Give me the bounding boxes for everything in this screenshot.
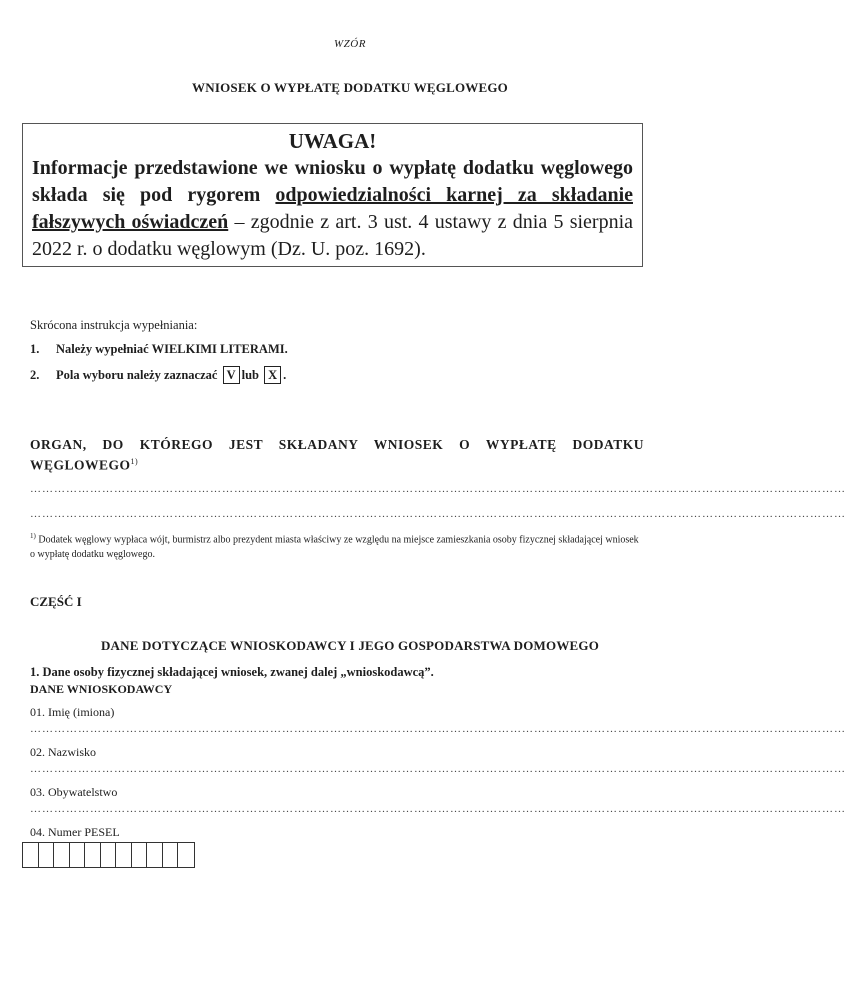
pesel-digit-box[interactable] bbox=[101, 843, 117, 867]
citizenship-input[interactable]: …………………………………………………………………………………………………………………………………………………………………………………… bbox=[30, 803, 846, 815]
pesel-digit-box[interactable] bbox=[85, 843, 101, 867]
organ-line-1[interactable]: …………………………………………………………………………………………………………………………………………………………………………………… bbox=[30, 483, 846, 495]
pesel-input[interactable] bbox=[22, 842, 195, 868]
organ-line-2[interactable]: …………………………………………………………………………………………………………………………………………………………………………………… bbox=[30, 508, 846, 520]
checkbox-example-v: V bbox=[223, 366, 240, 384]
pesel-digit-box[interactable] bbox=[163, 843, 179, 867]
pesel-digit-box[interactable] bbox=[178, 843, 194, 867]
field-label-first-name: 01. Imię (imiona) bbox=[30, 705, 115, 719]
applicant-data-heading: DANE WNIOSKODAWCY bbox=[30, 682, 173, 696]
pesel-digit-box[interactable] bbox=[116, 843, 132, 867]
checkbox-example-x: X bbox=[264, 366, 281, 384]
instruction-item-2: 2. Pola wyboru należy zaznaczać V lub X . bbox=[30, 368, 287, 382]
question-1: 1. Dane osoby fizycznej składającej wniosek, zwanej dalej „wnioskodawcą”. bbox=[30, 665, 434, 679]
part-label: CZĘŚĆ I bbox=[30, 594, 82, 609]
pesel-digit-box[interactable] bbox=[54, 843, 70, 867]
warning-text-bold: Informacje przedstawione we wniosku o wypłatę dodatku węglowego składa się pod rygorem bbox=[32, 157, 633, 206]
pesel-digit-box[interactable] bbox=[23, 843, 39, 867]
document-title: WNIOSEK O WYPŁATĘ DODATKU WĘGLOWEGO bbox=[192, 80, 508, 95]
pesel-digit-box[interactable] bbox=[70, 843, 86, 867]
wzor-label: WZÓR bbox=[334, 38, 366, 50]
instructions-title: Skrócona instrukcja wypełniania: bbox=[30, 318, 198, 332]
warning-heading: UWAGA! bbox=[288, 129, 377, 153]
instruction-item-1: 1. Należy wypełniać WIELKIMI LITERAMI. bbox=[30, 342, 288, 356]
surname-input[interactable]: …………………………………………………………………………………………………………………………………………………………………………………… bbox=[30, 763, 846, 775]
field-label-surname: 02. Nazwisko bbox=[30, 745, 96, 759]
warning-text-rest: – zgodnie z art. 3 ust. 4 ustawy z dnia 5 sierpnia 2022 r. o dodatku węglowym (Dz. U. poz. 1692). bbox=[32, 211, 634, 260]
warning-box bbox=[22, 123, 643, 267]
field-label-citizenship: 03. Obywatelstwo bbox=[30, 785, 118, 799]
organ-heading: ORGAN, DO KTÓREGO JEST SKŁADANY WNIOSEK O WYPŁATĘ DODATKU WĘGLOWEGO$^{1)}$ bbox=[30, 437, 644, 473]
warning-text-underlined: odpowiedzialności karnej za składanie fałszywych oświadczeń bbox=[32, 184, 633, 233]
organ-footnote: $^{1)}$ Dodatek węglowy wypłaca wójt, burmistrz albo prezydent miasta właściwy ze względu na miejsce zamieszkania osoby fizycznej składającej wniosek o wypłatę dodatku węglowego. bbox=[30, 532, 639, 561]
part-heading: DANE DOTYCZĄCE WNIOSKODAWCY I JEGO GOSPODARSTWA DOMOWEGO bbox=[100, 638, 600, 653]
warning-text bbox=[32, 155, 633, 263]
field-label-pesel: 04. Numer PESEL bbox=[30, 825, 120, 839]
pesel-digit-box[interactable] bbox=[147, 843, 163, 867]
pesel-digit-box[interactable] bbox=[132, 843, 148, 867]
first-name-input[interactable]: …………………………………………………………………………………………………………………………………………………………………………………… bbox=[30, 723, 846, 735]
pesel-digit-box[interactable] bbox=[39, 843, 55, 867]
